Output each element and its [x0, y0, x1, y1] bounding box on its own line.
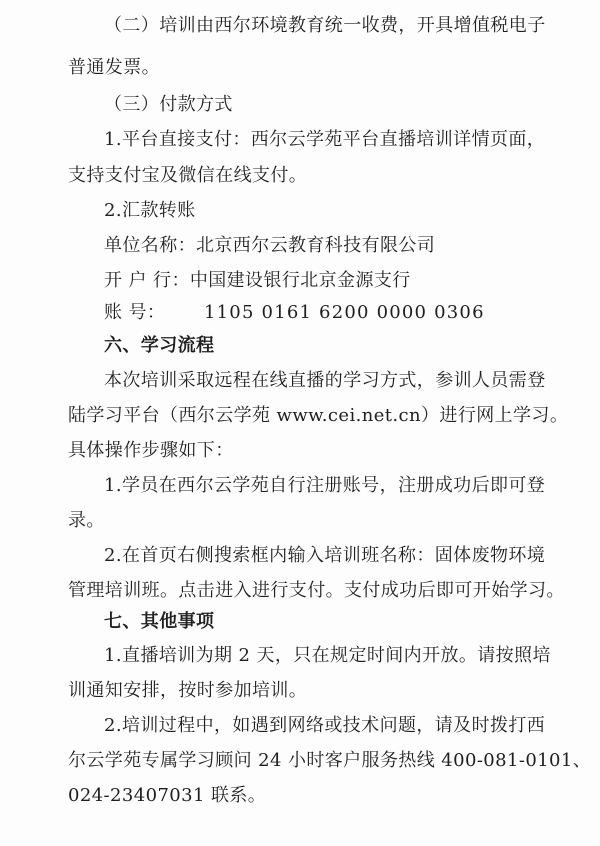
step-1-line-1: 1.学员在西尔云学苑自行注册账号，注册成功后即可登 [104, 475, 546, 496]
section-6-heading: 六、学习流程 [104, 335, 215, 356]
step-2-line-2: 管理培训班。点击进入进行支付。支付成功后即可开始学习。 [68, 580, 565, 601]
section-7-item-2-line-1: 2.培训过程中，如遇到网络或技术问题，请及时拨打西 [104, 715, 546, 736]
bank-value: 中国建设银行北京金源支行 [189, 270, 411, 291]
section-7-item-2-line-3: 024-23407031 联系。 [68, 785, 267, 806]
step-2-line-1: 2.在首页右侧搜索框内输入培训班名称：固体废物环境 [104, 545, 546, 566]
account-label: 账 号： [104, 302, 166, 323]
bank-label: 开 户 行： [104, 270, 190, 291]
section-7-item-1-line-1: 1.直播培训为期 2 天，只在规定时间内开放。请按照培 [104, 645, 551, 666]
step-1-line-2: 录。 [68, 510, 105, 531]
invoice-note-line-2: 普通发票。 [68, 57, 160, 78]
invoice-note-line-1: （二）培训由西尔环境教育统一收费，开具增值税电子 [104, 15, 546, 36]
payment-item-1-line-2: 支持支付宝及微信在线支付。 [68, 165, 308, 186]
section-6-para-line-2: 陆学习平台（西尔云学苑 www.cei.net.cn）进行网上学习。 [68, 405, 569, 426]
section-6-para-line-3: 具体操作步骤如下： [68, 440, 234, 461]
section-7-item-1-line-2: 训通知安排，按时参加培训。 [68, 680, 308, 701]
company-value: 北京西尔云教育科技有限公司 [196, 235, 436, 256]
section-7-item-2-line-2: 尔云学苑专属学习顾问 24 小时客户服务热线 400-081-0101、 [68, 750, 592, 771]
bank-row [104, 271, 411, 291]
section-7-heading: 七、其他事项 [104, 611, 215, 632]
payment-item-1-line-1: 1.平台直接支付：西尔云学苑平台直播培训详情页面， [104, 129, 546, 150]
company-label: 单位名称： [104, 235, 196, 256]
payment-item-2: 2.汇款转账 [104, 200, 196, 221]
section-6-para-line-1: 本次培训采取远程在线直播的学习方式，参训人员需登 [104, 370, 546, 391]
payment-heading: （三）付款方式 [104, 94, 233, 115]
company-row [104, 236, 435, 256]
account-value: 1105 0161 6200 0000 0306 [204, 302, 485, 323]
account-row [104, 303, 485, 323]
